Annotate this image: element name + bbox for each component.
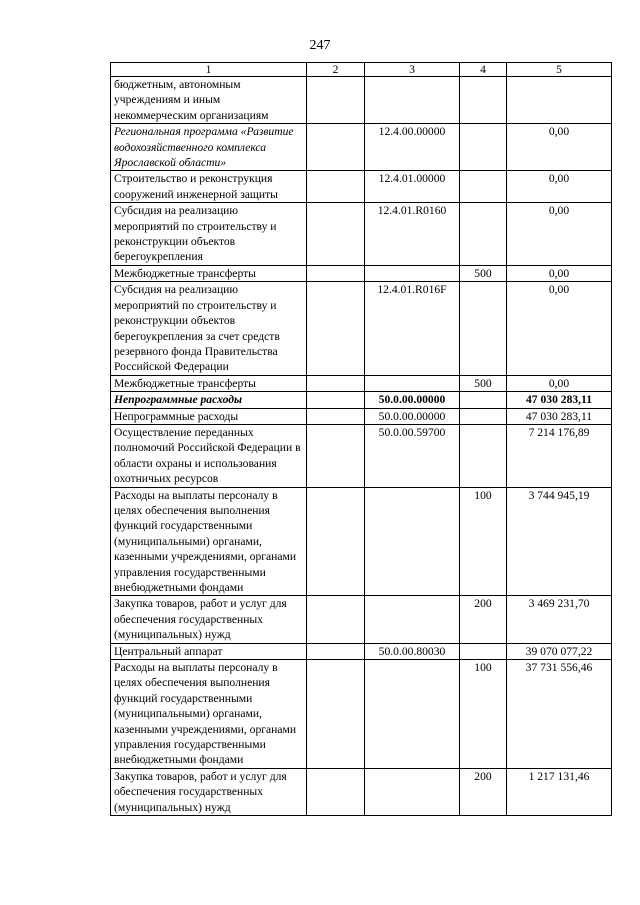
- row-col2-cell: [307, 487, 365, 596]
- table-row: [111, 282, 612, 375]
- row-col2-cell: [307, 124, 365, 171]
- row-type-cell: 100: [460, 660, 507, 769]
- row-code-cell: 12.4.00.00000: [365, 124, 460, 171]
- row-col2-cell: [307, 282, 365, 375]
- row-type-cell: 500: [460, 265, 507, 281]
- row-type-cell: [460, 171, 507, 203]
- row-type-cell: 200: [460, 596, 507, 643]
- row-col2-cell: [307, 392, 365, 408]
- row-col2-cell: [307, 375, 365, 391]
- row-code-cell: 12.4.01.00000: [365, 171, 460, 203]
- row-type-cell: [460, 77, 507, 124]
- column-number-1: 1: [111, 63, 307, 77]
- table-row: [111, 203, 612, 266]
- row-code-cell: [365, 596, 460, 643]
- row-name-cell: Межбюджетные трансферты: [111, 265, 307, 281]
- row-type-cell: 100: [460, 487, 507, 596]
- table-row: [111, 392, 612, 408]
- row-name-cell: Расходы на выплаты персоналу в целях обеспечения выполнения функций государственными (муниципальными) органами, казенными учреждениями, органами управления государственными внебюджетными фондами: [111, 487, 307, 596]
- table-row: [111, 768, 612, 815]
- row-amount-cell: 0,00: [507, 375, 612, 391]
- row-type-cell: 500: [460, 375, 507, 391]
- table-row: [111, 424, 612, 487]
- row-amount-cell: 47 030 283,11: [507, 408, 612, 424]
- row-name-cell: Непрограммные расходы: [111, 408, 307, 424]
- row-name-cell: Межбюджетные трансферты: [111, 375, 307, 391]
- row-amount-cell: 3 744 945,19: [507, 487, 612, 596]
- row-name-cell: Осуществление переданных полномочий Российской Федерации в области охраны и использования охотничьих ресурсов: [111, 424, 307, 487]
- table-row: [111, 643, 612, 659]
- row-col2-cell: [307, 643, 365, 659]
- row-code-cell: 50.0.00.80030: [365, 643, 460, 659]
- row-amount-cell: 0,00: [507, 171, 612, 203]
- table-row: [111, 487, 612, 596]
- row-col2-cell: [307, 265, 365, 281]
- row-name-cell: Региональная программа «Развитие водохозяйственного комплекса Ярославской области»: [111, 124, 307, 171]
- row-amount-cell: 0,00: [507, 265, 612, 281]
- row-col2-cell: [307, 203, 365, 266]
- row-col2-cell: [307, 77, 365, 124]
- row-name-cell: Строительство и реконструкция сооружений инженерной защиты: [111, 171, 307, 203]
- row-name-cell: Непрограммные расходы: [111, 392, 307, 408]
- row-amount-cell: 0,00: [507, 282, 612, 375]
- table-row: [111, 660, 612, 769]
- row-type-cell: [460, 282, 507, 375]
- row-amount-cell: 47 030 283,11: [507, 392, 612, 408]
- row-col2-cell: [307, 768, 365, 815]
- column-number-3: 3: [365, 63, 460, 77]
- budget-table-body: [111, 63, 612, 816]
- row-code-cell: 50.0.00.59700: [365, 424, 460, 487]
- table-row: [111, 408, 612, 424]
- row-code-cell: [365, 660, 460, 769]
- row-name-cell: Субсидия на реализацию мероприятий по строительству и реконструкции объектов берегоукрепления: [111, 203, 307, 266]
- row-amount-cell: 1 217 131,46: [507, 768, 612, 815]
- table-row: [111, 124, 612, 171]
- row-code-cell: 12.4.01.R016F: [365, 282, 460, 375]
- row-amount-cell: 3 469 231,70: [507, 596, 612, 643]
- row-code-cell: [365, 265, 460, 281]
- row-code-cell: 50.0.00.00000: [365, 392, 460, 408]
- row-amount-cell: 7 214 176,89: [507, 424, 612, 487]
- row-name-cell: Расходы на выплаты персоналу в целях обеспечения выполнения функций государственными (муниципальными) органами, казенными учреждениями, органами управления государственными внебюджетными фондами: [111, 660, 307, 769]
- table-row: [111, 375, 612, 391]
- row-type-cell: 200: [460, 768, 507, 815]
- row-type-cell: [460, 203, 507, 266]
- row-col2-cell: [307, 408, 365, 424]
- column-number-4: 4: [460, 63, 507, 77]
- row-type-cell: [460, 408, 507, 424]
- row-col2-cell: [307, 424, 365, 487]
- row-amount-cell: 37 731 556,46: [507, 660, 612, 769]
- row-amount-cell: 0,00: [507, 124, 612, 171]
- table-row: [111, 171, 612, 203]
- row-type-cell: [460, 643, 507, 659]
- row-name-cell: Закупка товаров, работ и услуг для обеспечения государственных (муниципальных) нужд: [111, 596, 307, 643]
- table-row: [111, 77, 612, 124]
- table-row: [111, 265, 612, 281]
- column-number-2: 2: [307, 63, 365, 77]
- row-name-cell: Субсидия на реализацию мероприятий по строительству и реконструкции объектов берегоукрепления за счет средств резервного фонда Правительства Российской Федерации: [111, 282, 307, 375]
- row-name-cell: Центральный аппарат: [111, 643, 307, 659]
- row-code-cell: [365, 487, 460, 596]
- page-number: 247: [309, 38, 331, 53]
- row-col2-cell: [307, 596, 365, 643]
- row-col2-cell: [307, 171, 365, 203]
- row-type-cell: [460, 124, 507, 171]
- row-name-cell: бюджетным, автономным учреждениям и иным некоммерческим организациям: [111, 77, 307, 124]
- row-amount-cell: [507, 77, 612, 124]
- column-number-5: 5: [507, 63, 612, 77]
- row-type-cell: [460, 424, 507, 487]
- column-number-row: [111, 63, 612, 77]
- row-code-cell: [365, 768, 460, 815]
- row-code-cell: 12.4.01.R0160: [365, 203, 460, 266]
- row-code-cell: [365, 77, 460, 124]
- row-code-cell: [365, 375, 460, 391]
- row-amount-cell: 0,00: [507, 203, 612, 266]
- table-row: [111, 596, 612, 643]
- row-col2-cell: [307, 660, 365, 769]
- row-type-cell: [460, 392, 507, 408]
- row-amount-cell: 39 070 077,22: [507, 643, 612, 659]
- budget-table: [110, 62, 612, 816]
- row-name-cell: Закупка товаров, работ и услуг для обеспечения государственных (муниципальных) нужд: [111, 768, 307, 815]
- row-code-cell: 50.0.00.00000: [365, 408, 460, 424]
